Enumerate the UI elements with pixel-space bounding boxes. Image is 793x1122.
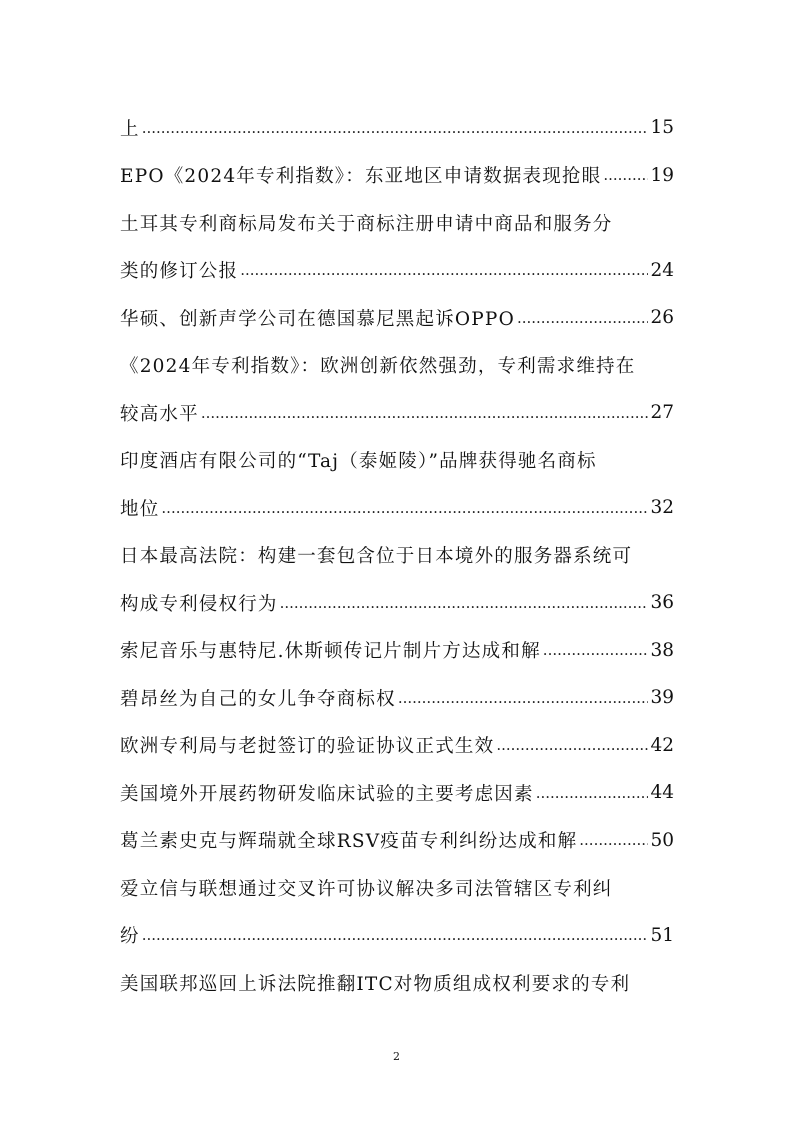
dot-leader [494,736,648,754]
toc-entry-line[interactable] [120,817,674,865]
toc-page-number: 27 [650,402,674,424]
dot-leader [140,926,649,944]
toc-entry-line[interactable] [120,959,674,1007]
toc-entry-line[interactable] [120,722,674,770]
dot-leader [541,641,649,659]
toc-entry-line[interactable] [120,437,674,485]
toc-entry-line[interactable] [120,104,674,152]
toc-entry-line[interactable] [120,294,674,342]
toc-page-number: 42 [650,734,674,756]
toc-entry-text: 较高水平 [120,403,199,425]
toc-entry-text: 上 [120,118,140,140]
toc-entry-line[interactable] [120,152,674,200]
toc-entry-text: 《2024年专利指数》：欧洲创新依然强劲，专利需求维持在 [120,356,636,378]
toc-entry-text: 美国联邦巡回上诉法院推翻ITC对物质组成权利要求的专利 [120,973,631,995]
toc-entry-text: 美国境外开展药物研发临床试验的主要考虑因素 [120,783,534,805]
toc-entry-text: 构成专利侵权行为 [120,593,278,615]
toc-page-number: 51 [650,924,674,946]
dot-leader [140,119,649,137]
toc-entry-text: 索尼音乐与惠特尼.休斯顿传记片制片方达成和解 [120,641,541,663]
toc-entry-line[interactable] [120,864,674,912]
dot-leader [199,404,649,422]
toc-entry-text: 欧洲专利局与老挝签订的验证协议正式生效 [120,736,495,758]
dot-leader [534,784,649,802]
dot-leader [238,261,648,279]
toc-page-number: 44 [650,782,674,804]
toc-entry-line[interactable] [120,627,674,675]
toc-entry-line[interactable] [120,247,674,295]
toc-entry-line[interactable] [120,579,674,627]
dot-leader [159,499,648,517]
toc-page-number: 36 [650,592,674,614]
toc-entry-text: 日本最高法院：构建一套包含位于日本境外的服务器系统可 [120,546,633,568]
toc-entry-line[interactable] [120,484,674,532]
toc-entry-text: 华硕、创新声学公司在德国慕尼黑起诉OPPO [120,308,515,330]
toc-page-number: 24 [650,259,674,281]
toc-page-number: 38 [650,639,674,661]
dot-leader [577,831,648,849]
dot-leader [278,594,649,612]
toc-entry-line[interactable] [120,389,674,437]
toc-entry-text: 印度酒店有限公司的“Taj（泰姬陵）”品牌获得驰名商标 [120,451,597,473]
toc-entry-line[interactable] [120,769,674,817]
toc-entry-text: 类的修订公报 [120,261,239,283]
toc-entry-text: 碧昂丝为自己的女儿争夺商标权 [120,688,396,710]
toc-entry-text: 爱立信与联想通过交叉许可协议解决多司法管辖区专利纠 [120,878,613,900]
toc-page-number: 19 [650,164,674,186]
toc-entry-text: 纷 [120,926,140,948]
dot-leader [396,689,649,707]
toc-entry-line[interactable] [120,674,674,722]
toc-page-number: 32 [650,497,674,519]
toc-entry-line[interactable] [120,532,674,580]
toc-entry-line[interactable] [120,912,674,960]
toc-entry-text: 地位 [120,498,160,520]
toc-entry-text: 葛兰素史克与辉瑞就全球RSV疫苗专利纠纷达成和解 [120,831,578,853]
page-number: 2 [393,1050,400,1063]
toc-entry-line[interactable] [120,199,674,247]
toc-entry-text: EPO《2024年专利指数》：东亚地区申请数据表现抢眼 [120,166,602,188]
table-of-contents [120,104,674,1007]
toc-page-number: 15 [650,117,674,139]
toc-entry-text: 土耳其专利商标局发布关于商标注册申请中商品和服务分 [120,213,613,235]
toc-page-number: 26 [650,307,674,329]
dot-leader [515,309,649,327]
toc-entry-line[interactable] [120,342,674,390]
toc-page-number: 39 [650,687,674,709]
dot-leader [601,166,648,184]
toc-page-number: 50 [650,829,674,851]
